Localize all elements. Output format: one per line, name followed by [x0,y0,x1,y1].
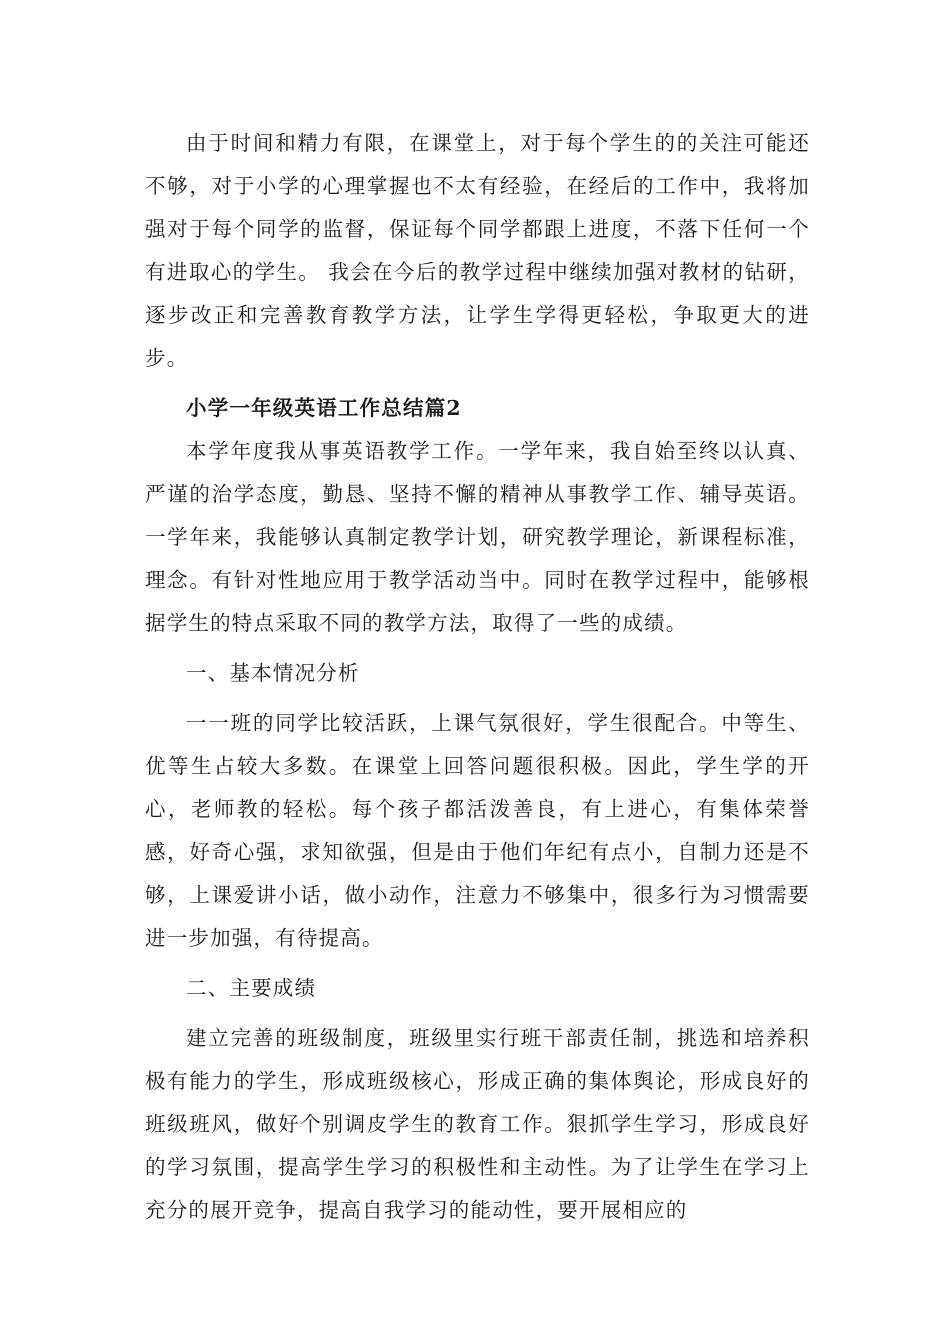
section-heading-summary-2: 小学一年级英语工作总结篇2 [186,396,462,420]
paragraph-intro: 本学年度我从事英语教学工作。一学年来，我自始至终以认真、严谨的治学态度，勤恳、坚持不懈的精神从事教学工作、辅导英语。一学年来，我能够认真制定教学计划，研究教学理论，新课程标准，理念。有针对性地应用于教学活动当中。同时在教学过程中，能够根据学生的特点采取不同的教学方法，取得了一些的成绩。 [145,439,810,635]
paragraph-main-achievements: 建立完善的班级制度，班级里实行班干部责任制，挑选和培养积极有能力的学生，形成班级核心，形成正确的集体舆论，形成良好的班级班风，做好个别调皮学生的教育工作。狠抓学生学习，形成良好的学习氛围，提高学生学习的积极性和主动性。为了让学生在学习上充分的展开竞争，提高自我学习的能动性，要开展相应的 [145,1026,810,1222]
section-title-main-achievements: 二、主要成绩 [186,976,317,1000]
section-title-basic-analysis: 一、基本情况分析 [186,661,360,685]
paragraph-closing-reflection: 由于时间和精力有限，在课堂上，对于每个学生的的关注可能还不够，对于小学的心理掌握也不太有经验，在经后的工作中，我将加强对于每个同学的监督，保证每个同学都跟上进度，不落下任何一个有进取心的学生。 我会在今后的教学过程中继续加强对教材的钻研，逐步改正和完善教育教学方法，让学生学得更轻松，争取更大的进步。 [145,131,810,370]
paragraph-basic-analysis: 一一班的同学比较活跃，上课气氛很好，学生很配合。中等生、优等生占较大多数。在课堂上回答问题很积极。因此，学生学的开心，老师教的轻松。每个孩子都活泼善良，有上进心，有集体荣誉感，好奇心强，求知欲强，但是由于他们年纪有点小，自制力还是不够，上课爱讲小话，做小动作，注意力不够集中，很多行为习惯需要进一步加强，有待提高。 [145,711,810,950]
document-body [145,122,810,1232]
